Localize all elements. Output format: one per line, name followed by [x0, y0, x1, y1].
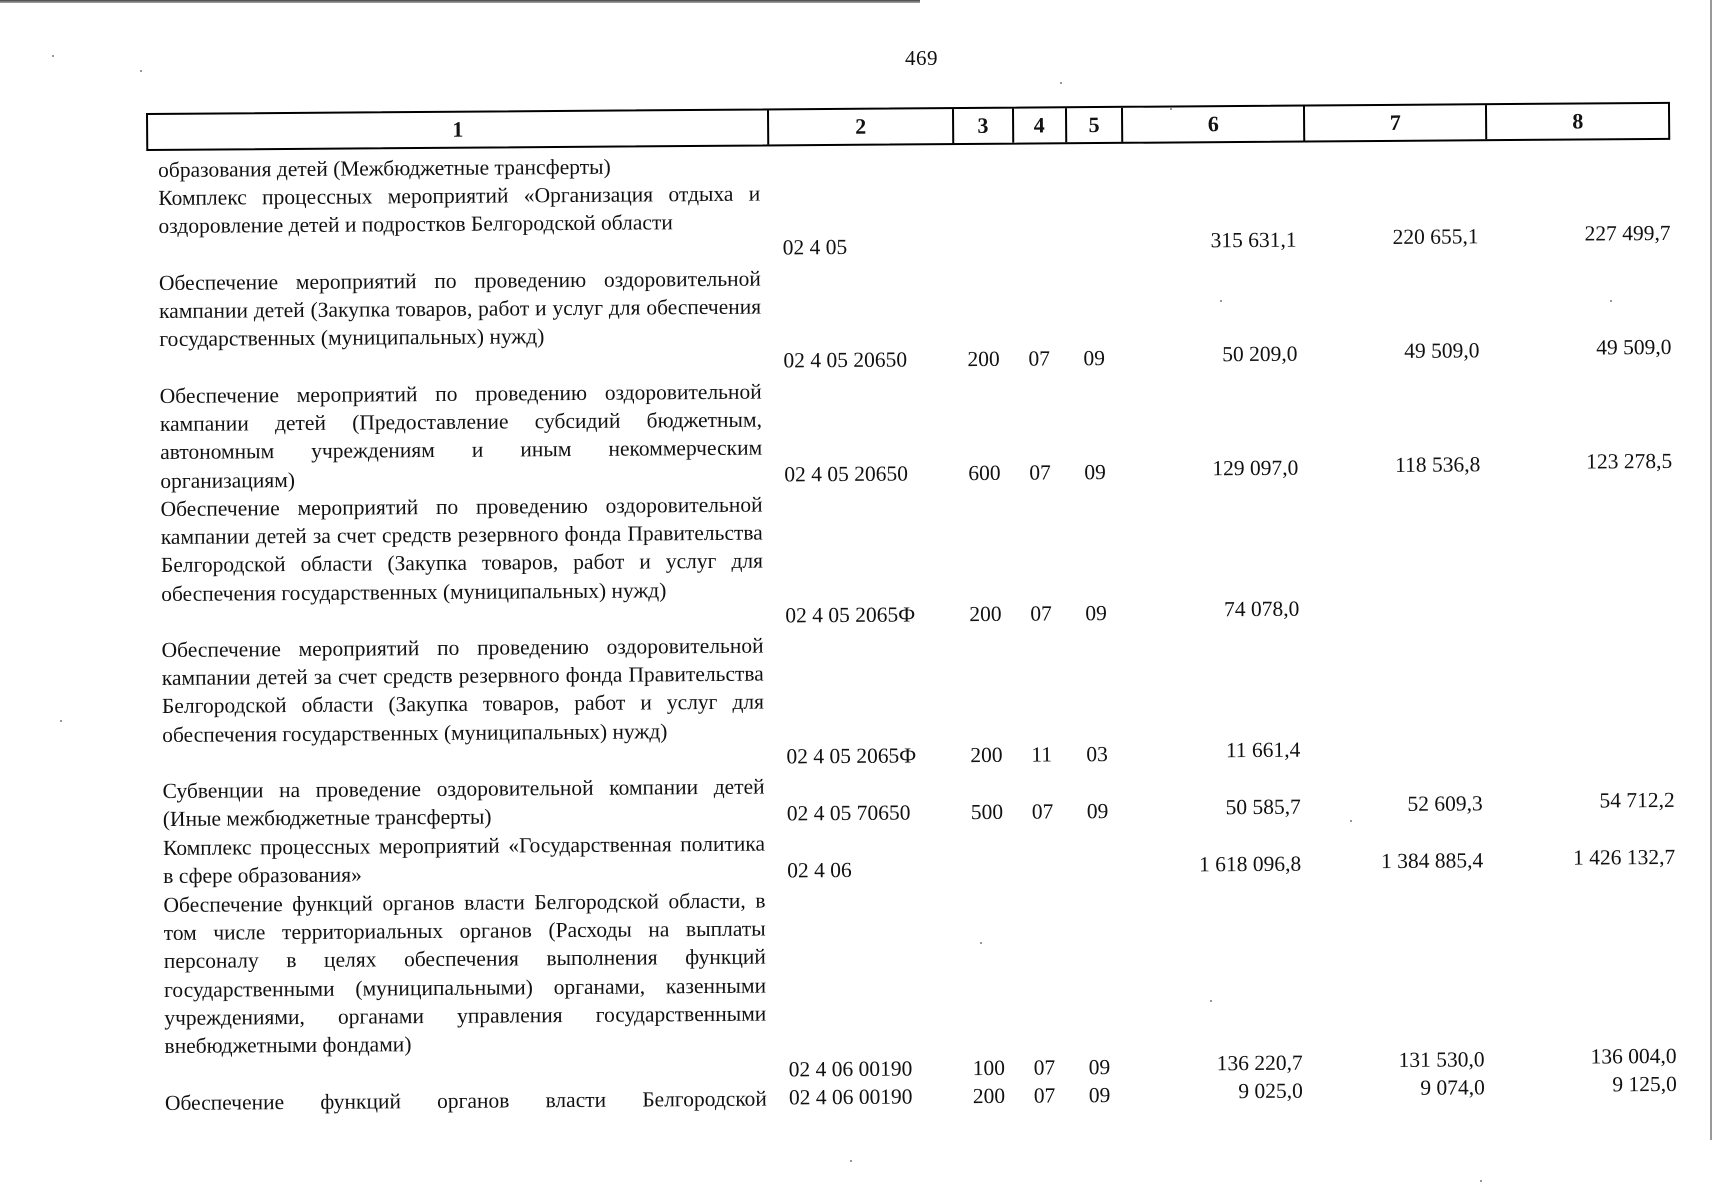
row-value-col8: 1 426 132,7 [1572, 844, 1676, 870]
scan-speck [1350, 820, 1352, 822]
row-value-col8: 54 712,2 [1599, 787, 1675, 813]
row-value-col7: 131 530,0 [1398, 1047, 1485, 1072]
row-code: 02 4 05 20650 [783, 347, 908, 373]
row-code: 02 4 05 20650 [784, 461, 909, 487]
scan-speck [1170, 108, 1172, 110]
row-code: 02 4 05 2065Ф [785, 602, 916, 628]
scan-speck [140, 70, 142, 72]
row-value-col6: 136 220,7 [1216, 1050, 1303, 1076]
header-col-3: 3 [954, 109, 1014, 143]
row-col4: 11 [1031, 742, 1053, 767]
row-col4: 07 [1033, 1055, 1056, 1080]
row-col3: 200 [970, 742, 1003, 768]
row-value-col6: 74 078,0 [1223, 596, 1300, 622]
header-col-7: 7 [1305, 105, 1488, 140]
header-col-2: 2 [769, 109, 954, 144]
header-col-5: 5 [1067, 108, 1124, 142]
row-value-col8: 123 278,5 [1586, 448, 1673, 474]
row-code: 02 4 05 [782, 234, 848, 260]
row-col4: 07 [1030, 601, 1052, 626]
row-code: 02 4 06 [787, 857, 852, 883]
scan-speck [52, 55, 54, 57]
row-value-col6: 50 585,7 [1225, 794, 1301, 820]
row-col5: 03 [1086, 742, 1108, 767]
row-value-col7: 9 074,0 [1420, 1075, 1485, 1100]
row-description: Обеспечение мероприятий по проведению оздоровительной кампании детей (Предоставление субсидий бюджетным, автономным учреждениям и иным некоммерческим организациям) [159, 379, 763, 493]
row-col5: 09 [1083, 346, 1106, 371]
row-description: Субвенции на проведение оздоровительной компании детей (Иные межбюджетные трансферты) [162, 774, 765, 832]
header-col-1: 1 [148, 110, 770, 149]
row-value-col6: 11 661,4 [1225, 737, 1301, 763]
scan-speck [1210, 1000, 1212, 1002]
scan-speck [60, 720, 62, 722]
row-description: Обеспечение мероприятий по проведению оздоровительной кампании детей за счет средств резервного фонда Правительства Белгородской области (Закупка товаров, работ и услуг для обеспечения государственных (муниципальных) нужд) [160, 492, 764, 606]
row-col4: 07 [1031, 799, 1054, 824]
row-value-col6: 315 631,1 [1210, 227, 1297, 253]
scan-speck [1060, 82, 1062, 84]
row-value-col8: 136 004,0 [1590, 1043, 1677, 1069]
row-col3: 500 [970, 799, 1004, 825]
row-value-col7: 49 509,0 [1404, 338, 1480, 363]
row-value-col6: 1 618 096,8 [1198, 851, 1302, 877]
row-description: Комплекс процессных мероприятий «Организация отдыха и оздоровление детей и подростков Белгородской области [158, 181, 761, 239]
row-value-col8: 227 499,7 [1584, 220, 1671, 246]
row-col4: 07 [1033, 1083, 1056, 1108]
row-col5: 09 [1085, 601, 1107, 626]
row-value-col7: 220 655,1 [1392, 224, 1479, 249]
row-col4: 07 [1028, 346, 1051, 371]
row-value-col6: 9 025,0 [1238, 1078, 1303, 1104]
row-col3: 600 [968, 460, 1001, 486]
row-description: образования детей (Межбюджетные трансферты) [157, 154, 611, 183]
row-col5: 09 [1086, 799, 1109, 824]
scan-speck [1220, 300, 1222, 302]
header-col-4: 4 [1014, 108, 1067, 142]
row-col3: 200 [969, 601, 1002, 627]
row-col3: 100 [972, 1055, 1006, 1081]
row-value-col8: 9 125,0 [1612, 1071, 1677, 1097]
scan-speck [1610, 300, 1612, 302]
row-col4: 07 [1029, 460, 1051, 485]
table-row [0, 145, 1714, 183]
row-description: Обеспечение функций органов власти Белгородской области, в том числе территориальных органов (Расходы на выплаты персоналу в целях обеспечения выполнения функций государственными (муниципальными) органами, казенными учреждениями, органами управления государственными внебюджетными фондами) [163, 888, 767, 1059]
row-value-col6: 129 097,0 [1212, 455, 1299, 481]
row-col5: 09 [1088, 1055, 1111, 1080]
row-code: 02 4 06 00190 [788, 1056, 913, 1082]
row-value-col8: 49 509,0 [1596, 334, 1672, 360]
scan-speck [850, 1160, 852, 1162]
row-code: 02 4 06 00190 [788, 1084, 913, 1110]
row-value-col7: 52 609,3 [1407, 791, 1483, 816]
row-value-col7: 1 384 885,4 [1380, 848, 1484, 874]
row-col3: 200 [967, 346, 1000, 372]
scan-speck [980, 942, 982, 944]
row-value-col6: 50 209,0 [1222, 341, 1298, 367]
row-col5: 09 [1084, 460, 1106, 485]
row-col3: 200 [972, 1083, 1006, 1109]
row-description: Обеспечение функций органов власти Белгородской [164, 1086, 767, 1115]
row-description: Обеспечение мероприятий по проведению оздоровительной кампании детей за счет средств резервного фонда Правительства Белгородской области (Закупка товаров, работ и услуг для обеспечения государственных (муниципальных) нужд) [161, 633, 765, 747]
table-row [1, 258, 1714, 373]
row-col5: 09 [1088, 1083, 1111, 1108]
row-code: 02 4 05 2065Ф [786, 743, 917, 769]
row-description: Обеспечение мероприятий по проведению оздоровительной кампании детей (Закупка товаров, работ и услуг для обеспечения государственных (муниципальных) нужд) [158, 266, 762, 352]
row-code: 02 4 05 70650 [786, 800, 911, 826]
scan-speck [1480, 1180, 1482, 1182]
header-col-6: 6 [1123, 107, 1305, 142]
header-col-8: 8 [1572, 108, 1584, 134]
row-value-col7: 118 536,8 [1394, 452, 1481, 477]
page-number: 469 [905, 46, 938, 70]
row-description: Комплекс процессных мероприятий «Государственная политика в сфере образования» [162, 831, 766, 889]
